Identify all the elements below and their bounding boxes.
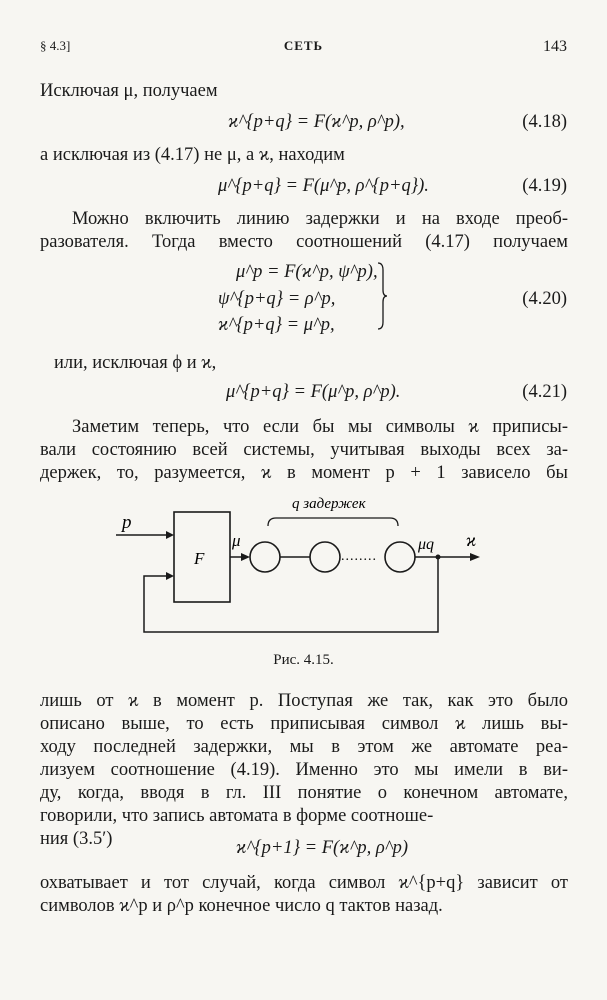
paragraph-line: говорили, что запись автомата в форме соотноше-: [40, 806, 434, 826]
block-label: F: [194, 549, 205, 568]
paragraph-line: лишь от ϰ в момент p. Поступая же так, как это было: [40, 691, 568, 711]
equation-number: (4.19): [522, 176, 567, 196]
equation-number: (4.20): [522, 289, 567, 309]
paragraph-line: ду, когда, вводя в гл. III понятие о конечном автомате,: [40, 783, 568, 803]
paragraph-line: Можно включить линию задержки и на входе преоб-: [72, 209, 568, 229]
text-line: или, исключая ϕ и ϰ,: [54, 353, 217, 373]
section-ref: § 4.3]: [40, 38, 71, 53]
equation-4-20a: μ^p = F(ϰ^p, ψ^p),: [236, 262, 378, 282]
equation-4-20c: ϰ^{p+q} = μ^p,: [218, 315, 335, 335]
paragraph-line: держек, то, разумеется, ϰ в момент p + 1 зависело бы: [40, 463, 568, 483]
paragraph-line: описано выше, то есть приписывая символ ϰ лишь вы-: [40, 714, 568, 734]
equation-3-5: ϰ^{p+1} = F(ϰ^p, ρ^p): [236, 838, 408, 858]
feedback-line: [144, 557, 438, 632]
paragraph-line: вали состоянию всей системы, учитывая выходы всех за-: [40, 440, 568, 460]
equation-4-18: ϰ^{p+q} = F(ϰ^p, ρ^p),: [228, 112, 405, 132]
mu-label: μ: [232, 531, 241, 550]
paragraph-line: символов ϰ^p и ρ^p конечное число q тактов назад.: [40, 896, 443, 916]
equation-4-20b: ψ^{p+q} = ρ^p,: [218, 289, 336, 309]
delays-bracket: [268, 518, 398, 526]
equation-number: (4.21): [522, 382, 567, 402]
figure-4-15-diagram: [100, 490, 510, 650]
muq-label: μq: [418, 536, 435, 553]
page-number: 143: [543, 38, 567, 55]
paragraph-line: лизуем соотношение (4.19). Именно это мы имели в ви-: [40, 760, 568, 780]
paragraph-line: ходу последней задержки, мы в этом же автомате реа-: [40, 737, 568, 757]
paragraph-line: ния (3.5′): [40, 829, 113, 849]
delays-label: q задержек: [292, 496, 366, 512]
paragraph-line: разователя. Тогда вместо соотношений (4.17) получаем: [40, 232, 568, 252]
delay-element: [310, 542, 340, 572]
input-label: p: [122, 512, 132, 533]
text-line: Исключая μ, получаем: [40, 81, 218, 101]
text-line: а исключая из (4.17) не μ, а ϰ, находим: [40, 145, 345, 165]
output-label: ϰ: [466, 530, 477, 550]
figure-caption: Рис. 4.15.: [273, 652, 334, 668]
equation-number: (4.18): [522, 112, 567, 132]
running-title: СЕТЬ: [283, 38, 324, 53]
delay-element: [385, 542, 415, 572]
equation-4-19: μ^{p+q} = F(μ^p, ρ^{p+q}).: [218, 176, 429, 196]
paragraph-line: охватывает и тот случай, когда символ ϰ^{p+q} зависит от: [40, 873, 568, 893]
equation-4-21: μ^{p+q} = F(μ^p, ρ^p).: [226, 382, 401, 402]
ellipsis: ........: [341, 549, 377, 564]
delay-element: [250, 542, 280, 572]
right-brace-icon: [377, 262, 387, 330]
paragraph-line: Заметим теперь, что если бы мы символы ϰ приписы-: [72, 417, 568, 437]
